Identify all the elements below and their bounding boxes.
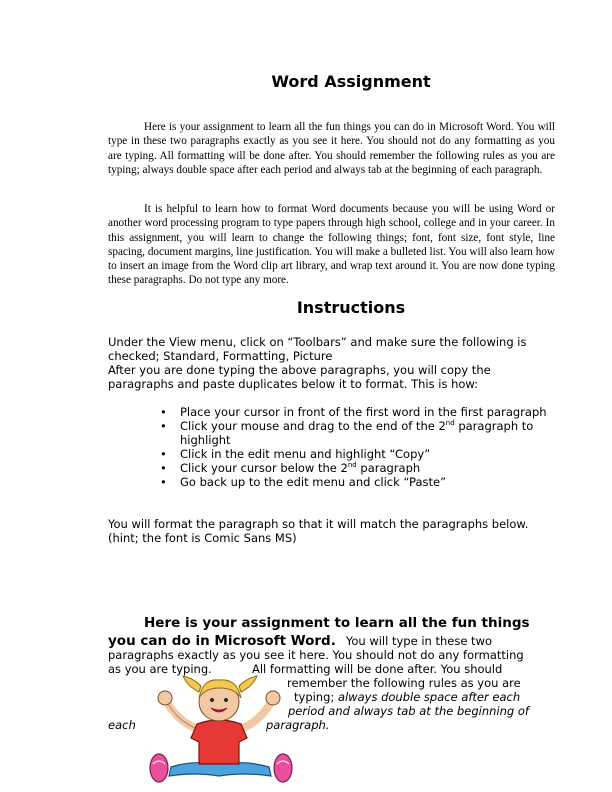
ordinal-suffix: nd	[445, 419, 455, 428]
list-item	[158, 405, 558, 419]
steps-list	[158, 405, 558, 489]
step-text-cont: paragraph to highlight	[180, 419, 534, 447]
formatted-line-8a: each	[108, 718, 136, 732]
bullet-icon: •	[160, 419, 167, 433]
ordinal-suffix: nd	[347, 461, 357, 470]
formatted-text: typing;	[294, 690, 338, 704]
formatted-line-6	[294, 690, 520, 705]
step-text: Go back up to the edit menu and click “Paste”	[180, 475, 447, 489]
step-text: Click in the edit menu and highlight “Copy”	[180, 447, 431, 461]
instruction-copy-paste: After you are done typing the above paragraphs, you will copy the paragraphs and paste duplicates below it to format. This is how:	[108, 363, 491, 391]
step-text: Click your cursor below the 2	[180, 461, 348, 475]
list-item	[158, 461, 558, 475]
instructions-title: Instructions	[296, 298, 406, 317]
bullet-icon: •	[160, 461, 167, 475]
formatted-line-3: paragraphs exactly as you see it here. You should not do any formatting	[108, 648, 524, 662]
bullet-icon: •	[160, 405, 167, 419]
format-note: You will format the paragraph so that it will match the paragraphs below. (hint; the font is Comic Sans MS)	[108, 517, 529, 545]
step-text: Click your mouse and drag to the end of the 2	[180, 419, 446, 433]
step-text-cont: paragraph	[356, 461, 421, 475]
bullet-icon: •	[160, 447, 167, 461]
list-item	[158, 475, 558, 489]
paragraph-2: It is helpful to learn how to format Word documents because you will be using Word or another word processing program to type papers through high school, college and in your career. In this assignment, you will learn to change the following things; font, font size, font style, line spacing, document margins, line justification. You will make a bulleted list. You will also learn how to insert an image from the Word clip art library, and wrap text around it. You are now done typing these paragraphs. Do not type any more.	[108, 203, 555, 287]
document-title: Word Assignment	[271, 72, 431, 91]
formatted-line-4b: All formatting will be done after. You should	[252, 662, 503, 676]
formatted-line-4a: as you are typing.	[108, 662, 212, 676]
girl-clipart-image	[143, 672, 295, 792]
formatted-line-1: Here is your assignment to learn all the fun things	[144, 615, 530, 631]
list-item	[158, 419, 558, 447]
paragraph-1: Here is your assignment to learn all the fun things you can do in Microsoft Word. You will type in these two paragraphs exactly as you see it here. You should not do any formatting as you are typing. All formatting will be done after. You should remember the following rules as you are typing; always double space after each period and always tab at the beginning of each paragraph.	[108, 121, 555, 176]
bullet-icon: •	[160, 475, 167, 489]
formatted-bold-text: you can do in Microsoft Word.	[108, 633, 336, 649]
formatted-line-7: period and always tab at the beginning of	[288, 704, 529, 718]
instruction-toolbars: Under the View menu, click on “Toolbars” and make sure the following is checked; Standard, Formatting, Picture	[108, 335, 527, 363]
formatted-italic-text: always double space after each	[337, 690, 521, 704]
formatted-text: You will type in these two	[345, 634, 493, 648]
list-item	[158, 447, 558, 461]
formatted-line-5: remember the following rules as you are	[287, 676, 521, 690]
step-text: Place your cursor in front of the first word in the first paragraph	[180, 405, 547, 419]
formatted-line-8b: paragraph.	[266, 718, 330, 732]
instructions-text	[108, 335, 558, 391]
